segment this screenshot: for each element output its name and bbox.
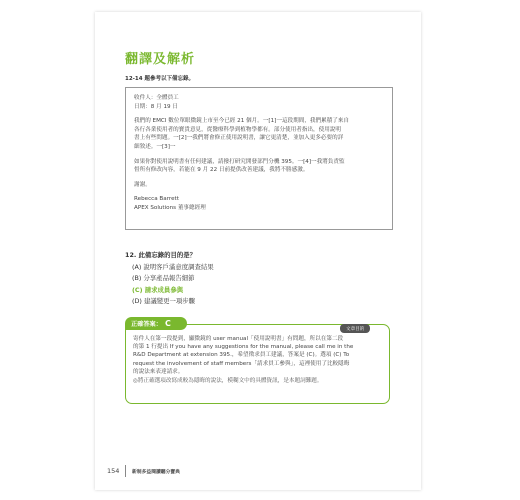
memo-signer-name: Rebecca Barrett <box>134 196 179 203</box>
option-b: (B) 分享產品報告細節 <box>132 274 195 283</box>
question-stem: 12. 此備忘錄的目的是？ <box>125 251 197 259</box>
memo-body-line: 我們的 EMCI 數位單眼微鏡上市至今已經 21 個月。一[1]一這段期間，我們累積了來自 <box>134 118 350 125</box>
memo-date: 日期：8 月 19 日 <box>134 103 178 110</box>
memo-signer-title: APEX Solutions 董事總經理 <box>134 204 206 211</box>
option-c-correct: (C) 請求成員參與 <box>132 285 184 294</box>
explanation-line: 的說法來表達請求。 <box>133 368 184 375</box>
option-d: (D) 建議變更一項步驟 <box>132 297 196 306</box>
answer-letter: C <box>164 319 171 328</box>
topic-tag: 文章目的 <box>340 324 370 333</box>
memo-box <box>125 87 393 230</box>
page-number: 154 <box>107 467 120 475</box>
question-reference: 12-14 題參考以下備忘錄。 <box>125 76 195 82</box>
memo-body-line: 督所有修改內容，若能在 9 月 22 日前提供改善建議，我將不勝感激。 <box>134 167 309 174</box>
book-title: 新制多益閱讀聽分寶典 <box>132 470 180 475</box>
book-page <box>95 12 421 490</box>
answer-label: 正確答案： <box>131 321 162 328</box>
memo-closing: 謝謝。 <box>134 181 151 188</box>
answer-tab <box>125 317 187 330</box>
explanation-line: 寄件人在第一段提到，顯微鏡的 user manual「使用說明書」有問題，所以在第二段 <box>133 336 344 342</box>
memo-body-line: 各行各業使用者的寶貴意見，從醫療科學到植物學都有。部分使用者指出，使用說明 <box>134 126 341 133</box>
option-a: (A) 說明客戶滿意度調查結果 <box>132 262 214 271</box>
explanation-line: R&D Department at extension 395.，希望徵求員工建議，答案是 (C)。選項 (C) To <box>133 352 350 359</box>
answer-explanation <box>133 335 383 385</box>
page-content <box>95 12 421 490</box>
footer-divider <box>125 465 126 477</box>
explanation-line: 的第 1 行提出 If you have any suggestions for the manual, please call me in the <box>133 344 354 351</box>
explanation-line: request the involvement of staff members「請求員工參與」，這裡使用了比較隱晦 <box>133 360 350 367</box>
question-block <box>125 250 214 308</box>
memo-body-line: 細敘述。一[3]一 <box>134 143 176 150</box>
section-title: 翻譯及解析 <box>125 52 196 67</box>
page-footer <box>95 464 421 478</box>
memo-body-line: 書上有些問題。一[2]一我們將會修正使用說明書，讓它更清楚，並加入更多必要的詳 <box>134 135 344 142</box>
memo-body-line: 如果你對使用說明書有任何建議，請撥打研究開發部門分機 395。一[4]一我將負責監 <box>134 158 345 165</box>
memo-recipient: 收件人：全體員工 <box>134 95 179 101</box>
explanation-note: ◎將正確選項改寫成較為隱晦的說法，模糊文中的具體資訊，是本題詞難題。 <box>133 378 323 385</box>
